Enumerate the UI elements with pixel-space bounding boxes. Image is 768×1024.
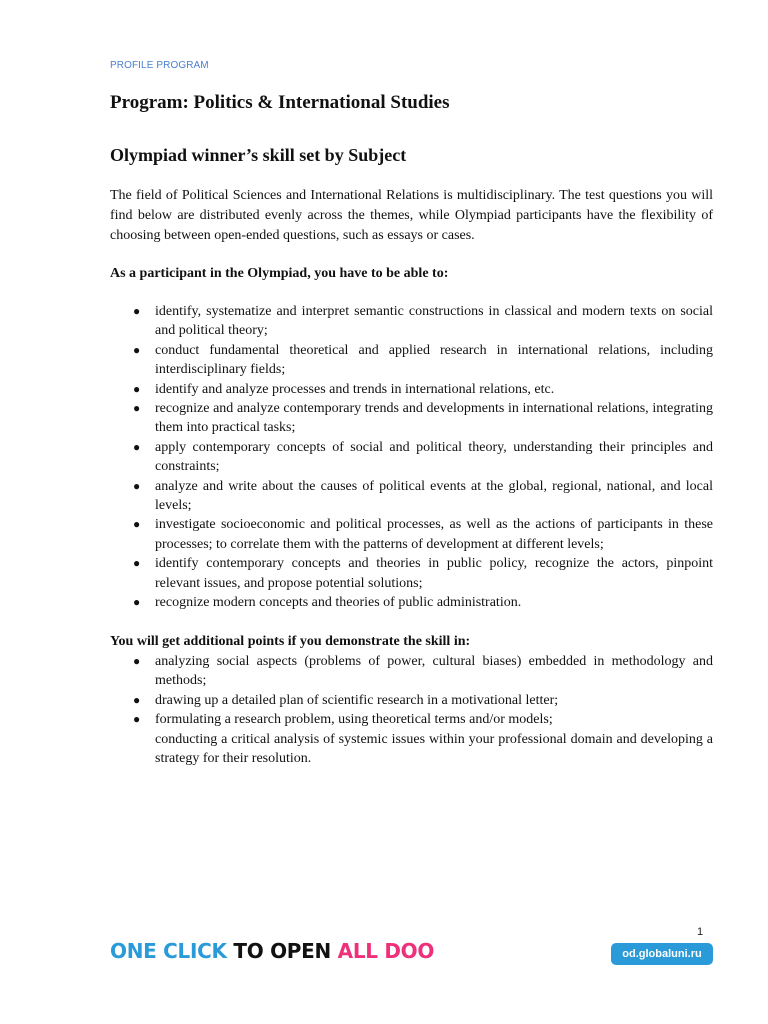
page-title: Program: Politics & International Studies: [110, 92, 450, 113]
bullet-icon: ●: [133, 439, 141, 454]
bullet-icon: ●: [133, 654, 141, 668]
bullet-icon: ●: [133, 342, 141, 357]
header-label: PROFILE PROGRAM: [110, 60, 209, 71]
bullet-icon: ●: [133, 381, 141, 396]
section1-heading: As a participant in the Olympiad, you have to be able to:: [110, 266, 449, 281]
bullet-icon: ●: [133, 401, 141, 416]
brand-part-1: ONE CLICK: [110, 939, 227, 963]
list-item: ● recognize and analyze contemporary trends and developments in international relations, integrating them into practical tasks;: [133, 401, 713, 436]
list-item: ● analyze and write about the causes of political events at the global, regional, national, and local levels;: [133, 478, 713, 514]
bullet-icon: ●: [133, 595, 141, 610]
section2-continuation: conducting a critical analysis of systemic issues within your professional domain and developing a strategy for their resolution.: [155, 732, 713, 767]
list-item: ● identify contemporary concepts and theories in public policy, recognize the actors, pinpoint relevant issues, and propose potential solutions;: [133, 556, 713, 591]
list-item: ● identify and analyze processes and trends in international relations, etc.: [110, 380, 713, 399]
bullet-icon: ●: [133, 556, 141, 571]
section2-list: [110, 652, 713, 730]
list-item: ● drawing up a detailed plan of scientific research in a motivational letter;: [110, 691, 713, 710]
list-item: ● conduct fundamental theoretical and applied research in international relations, including interdisciplinary fields;: [133, 342, 713, 378]
list-item: ● analyzing social aspects (problems of power, cultural biases) embedded in methodology and methods;: [133, 654, 713, 689]
section1-list: [110, 302, 713, 613]
bullet-icon: ●: [133, 692, 141, 707]
list-item: ● identify, systematize and interpret semantic constructions in classical and modern texts on social and political theory;: [133, 304, 713, 339]
bullet-icon: ●: [133, 517, 141, 532]
list-item: ● investigate socioeconomic and political processes, as well as the actions of participants in these processes; to correlate them with the patterns of development at different levels;: [133, 517, 713, 552]
brand-part-2: TO OPEN: [233, 939, 331, 963]
page-number: 1: [697, 926, 704, 938]
list-item: ● recognize modern concepts and theories of public administration.: [110, 593, 713, 612]
footer-url-badge[interactable]: od.globaluni.ru: [611, 943, 713, 965]
brand-part-3: ALL DOO: [337, 939, 435, 963]
list-item: ● formulating a research problem, using theoretical terms and/or models;: [110, 710, 713, 729]
bullet-icon: ●: [133, 304, 141, 318]
list-item: ● apply contemporary concepts of social and political theory, understanding their principles and constraints;: [133, 439, 713, 475]
intro-paragraph: The field of Political Sciences and International Relations is multidisciplinary. The test questions you will find below are distributed evenly across the themes, while Olympiad participants have the flexibility of choosing between open-ended questions, such as essays or cases.: [110, 188, 713, 243]
page-subtitle: Olympiad winner’s skill set by Subject: [110, 145, 407, 165]
footer-brand-slogan: [110, 939, 434, 963]
bullet-icon: ●: [133, 478, 141, 493]
section2-heading: You will get additional points if you demonstrate the skill in:: [110, 634, 471, 649]
bullet-icon: ●: [133, 712, 141, 727]
